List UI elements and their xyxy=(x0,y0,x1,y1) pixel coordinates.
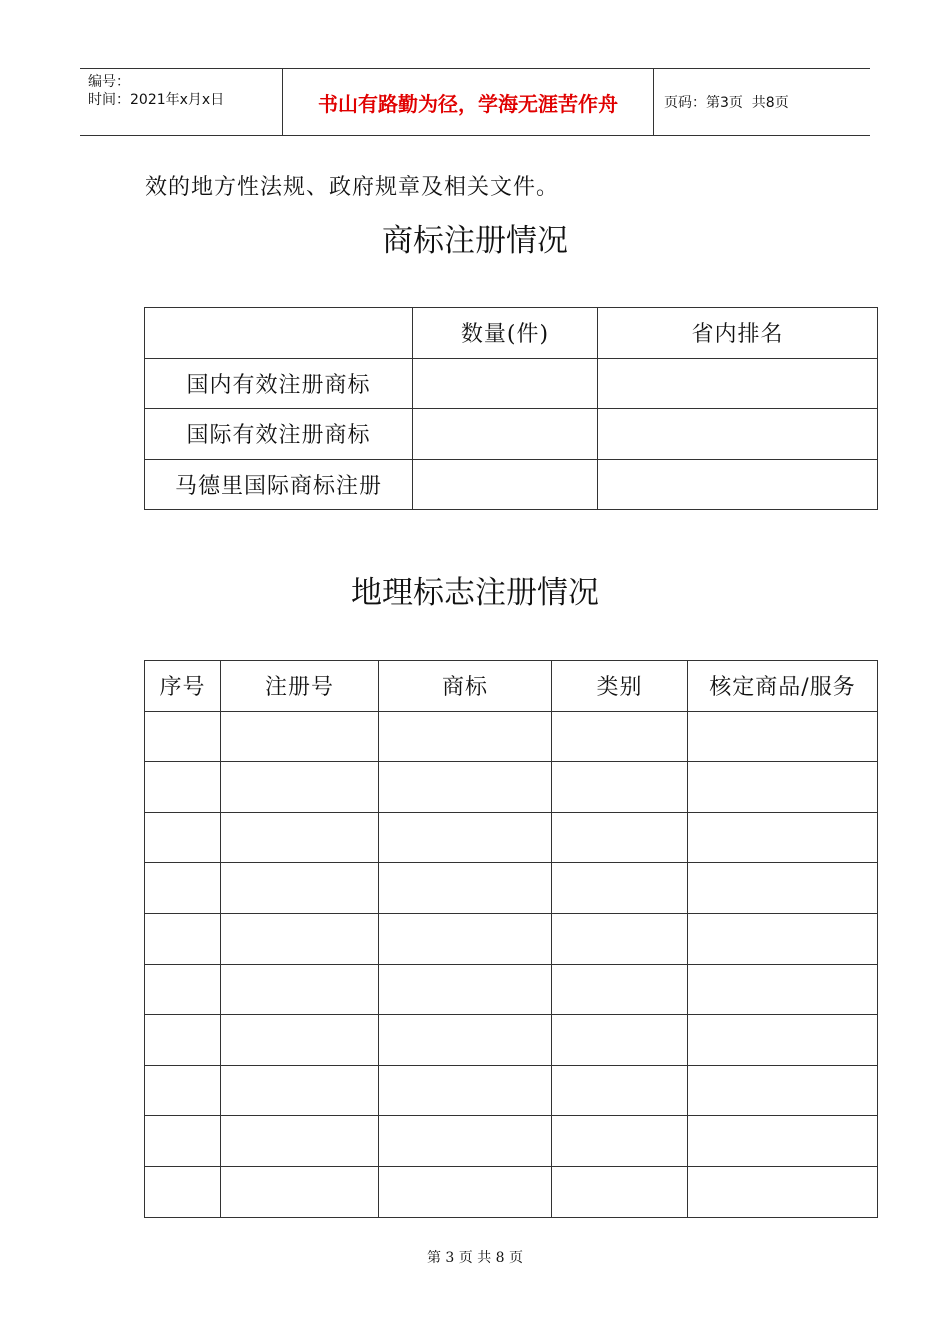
cell-empty xyxy=(145,1065,221,1116)
cell-empty xyxy=(552,812,688,863)
cell-empty xyxy=(379,964,552,1015)
cell-empty xyxy=(145,762,221,813)
table-row xyxy=(145,913,878,964)
number-label: 编号： xyxy=(88,74,130,90)
cell-empty xyxy=(379,1166,552,1217)
cell-empty xyxy=(221,812,379,863)
cell-empty xyxy=(688,964,878,1015)
cell-empty xyxy=(688,1015,878,1066)
cell-empty xyxy=(379,711,552,762)
table-row xyxy=(145,1065,878,1116)
cell-empty xyxy=(688,1065,878,1116)
row-label: 国际有效注册商标 xyxy=(145,409,413,460)
cell-empty xyxy=(688,913,878,964)
header-cell-blank xyxy=(145,308,413,359)
cell-empty xyxy=(221,1116,379,1167)
header-meta xyxy=(80,69,282,135)
trademark-section-title: 商标注册情况 xyxy=(382,223,568,259)
cell-empty xyxy=(688,762,878,813)
gi-table xyxy=(144,660,878,1218)
table-row xyxy=(145,1015,878,1066)
cell-empty xyxy=(379,1015,552,1066)
cell-empty xyxy=(145,863,221,914)
cell-empty xyxy=(688,1166,878,1217)
cell-empty xyxy=(688,1116,878,1167)
cell-empty xyxy=(221,1015,379,1066)
row-label: 马德里国际商标注册 xyxy=(145,459,413,510)
cell-empty xyxy=(413,459,598,510)
row-label: 国内有效注册商标 xyxy=(145,358,413,409)
header-cell-category: 类别 xyxy=(552,661,688,712)
cell-empty xyxy=(145,913,221,964)
header-cell-reg-no: 注册号 xyxy=(221,661,379,712)
table-row xyxy=(145,459,878,510)
header-cell-trademark: 商标 xyxy=(379,661,552,712)
cell-empty xyxy=(552,711,688,762)
table-row xyxy=(145,1116,878,1167)
cell-empty xyxy=(221,762,379,813)
cell-empty xyxy=(552,1116,688,1167)
table-row xyxy=(145,762,878,813)
table-header-row xyxy=(145,308,878,359)
table-row xyxy=(145,409,878,460)
cell-empty xyxy=(598,459,878,510)
cell-empty xyxy=(379,1116,552,1167)
cell-empty xyxy=(379,1065,552,1116)
cell-empty xyxy=(598,358,878,409)
cell-empty xyxy=(145,964,221,1015)
cell-empty xyxy=(552,1015,688,1066)
table-header-row xyxy=(145,661,878,712)
cell-empty xyxy=(145,711,221,762)
cell-empty xyxy=(688,863,878,914)
page-footer: 第 3 页 共 8 页 xyxy=(426,1250,524,1266)
gi-section-title: 地理标志注册情况 xyxy=(351,575,599,611)
cell-empty xyxy=(145,812,221,863)
cell-empty xyxy=(552,913,688,964)
cell-empty xyxy=(379,762,552,813)
table-row xyxy=(145,711,878,762)
header-cell-seq: 序号 xyxy=(145,661,221,712)
time-label: 时间：2021年x月x日 xyxy=(88,92,225,108)
cell-empty xyxy=(598,409,878,460)
cell-empty xyxy=(552,762,688,813)
table-row xyxy=(145,863,878,914)
page-header xyxy=(80,68,870,136)
header-motto: 书山有路勤为径，学海无涯苦作舟 xyxy=(282,69,654,135)
cell-empty xyxy=(413,358,598,409)
cell-empty xyxy=(688,711,878,762)
cell-empty xyxy=(552,964,688,1015)
cell-empty xyxy=(552,1166,688,1217)
cell-empty xyxy=(145,1116,221,1167)
table-row xyxy=(145,358,878,409)
cell-empty xyxy=(379,812,552,863)
cell-empty xyxy=(221,1065,379,1116)
table-row xyxy=(145,1166,878,1217)
table-row xyxy=(145,812,878,863)
cell-empty xyxy=(552,863,688,914)
cell-empty xyxy=(221,711,379,762)
cell-empty xyxy=(221,964,379,1015)
cell-empty xyxy=(413,409,598,460)
cell-empty xyxy=(221,913,379,964)
header-cell-goods: 核定商品/服务 xyxy=(688,661,878,712)
cell-empty xyxy=(221,1166,379,1217)
page-label: 页码：第3页 共8页 xyxy=(664,95,789,111)
header-page-info xyxy=(654,69,870,135)
cell-empty xyxy=(379,913,552,964)
cell-empty xyxy=(145,1015,221,1066)
table-row xyxy=(145,964,878,1015)
cell-empty xyxy=(688,812,878,863)
header-cell-quantity: 数量(件) xyxy=(413,308,598,359)
trademark-table xyxy=(144,307,878,510)
cell-empty xyxy=(379,863,552,914)
cell-empty xyxy=(145,1166,221,1217)
header-cell-ranking: 省内排名 xyxy=(598,308,878,359)
cell-empty xyxy=(221,863,379,914)
body-paragraph: 效的地方性法规、政府规章及相关文件。 xyxy=(145,175,560,200)
cell-empty xyxy=(552,1065,688,1116)
